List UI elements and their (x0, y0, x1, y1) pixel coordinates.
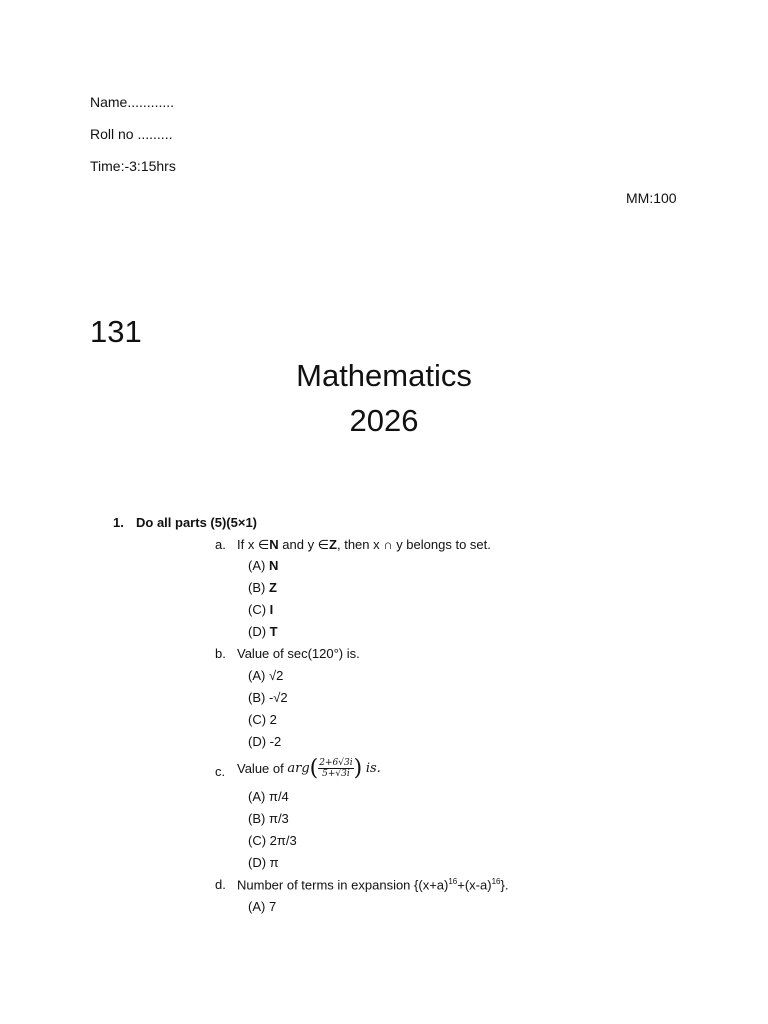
part-c-text-pre: Value of (237, 761, 284, 776)
part-a-text-post: , then x ∩ y belongs to set. (336, 537, 491, 552)
exam-year: 2026 (349, 403, 419, 438)
part-a-text-pre: If x ∈ (237, 537, 270, 552)
name-field-line: Name............ (90, 94, 175, 110)
option-d: (D) π (248, 855, 279, 870)
part-b-question: Value of sec(120°) is. (237, 646, 360, 661)
option-c: (C) I (248, 602, 274, 617)
arg-function: arg (287, 761, 310, 776)
set-z-symbol: Z (329, 537, 337, 552)
option-a: (A) N (248, 558, 279, 573)
option-c: (C) 2π/3 (248, 833, 297, 848)
part-d-text-post: }. (500, 877, 509, 893)
part-d-text-mid: +(x-a) (457, 877, 492, 893)
option-a: (A) 7 (248, 899, 277, 914)
part-a-question (237, 537, 491, 553)
part-label: c. (215, 764, 226, 779)
time-line: Time:-3:15hrs (90, 158, 176, 174)
option-b: (B) π/3 (248, 811, 289, 826)
part-c-question (237, 756, 381, 781)
option-d: (D) -2 (248, 734, 282, 749)
left-paren: ( (309, 756, 319, 781)
fraction-denominator: 5+√3i (322, 769, 350, 779)
complex-fraction (318, 758, 353, 779)
part-c-text-post: is. (365, 761, 381, 776)
option-b: (B) -√2 (248, 690, 288, 705)
part-label: b. (215, 646, 226, 661)
option-a: (A) π/4 (248, 789, 289, 804)
part-label: d. (215, 877, 226, 892)
option-d: (D) T (248, 624, 278, 639)
part-d-question (237, 877, 508, 892)
subject-title: Mathematics (296, 358, 472, 393)
option-c: (C) 2 (248, 712, 277, 727)
roll-no-field-line: Roll no ......... (90, 126, 173, 142)
set-n-symbol: N (269, 537, 279, 552)
exponent: 16 (491, 877, 501, 886)
max-marks: MM:100 (626, 190, 677, 206)
fraction-numerator: 2+6√3i (319, 758, 353, 768)
part-label: a. (215, 537, 226, 552)
paper-code: 131 (90, 314, 142, 349)
part-d-text-pre: Number of terms in expansion {(x+a) (237, 877, 449, 893)
option-b: (B) Z (248, 580, 277, 595)
question-heading: Do all parts (5)(5×1) (136, 515, 258, 530)
option-a: (A) √2 (248, 668, 284, 683)
part-a-text-mid: and y ∈ (278, 537, 330, 552)
question-number: 1. (113, 515, 124, 530)
right-paren: ) (353, 756, 363, 781)
exponent: 16 (448, 877, 458, 886)
